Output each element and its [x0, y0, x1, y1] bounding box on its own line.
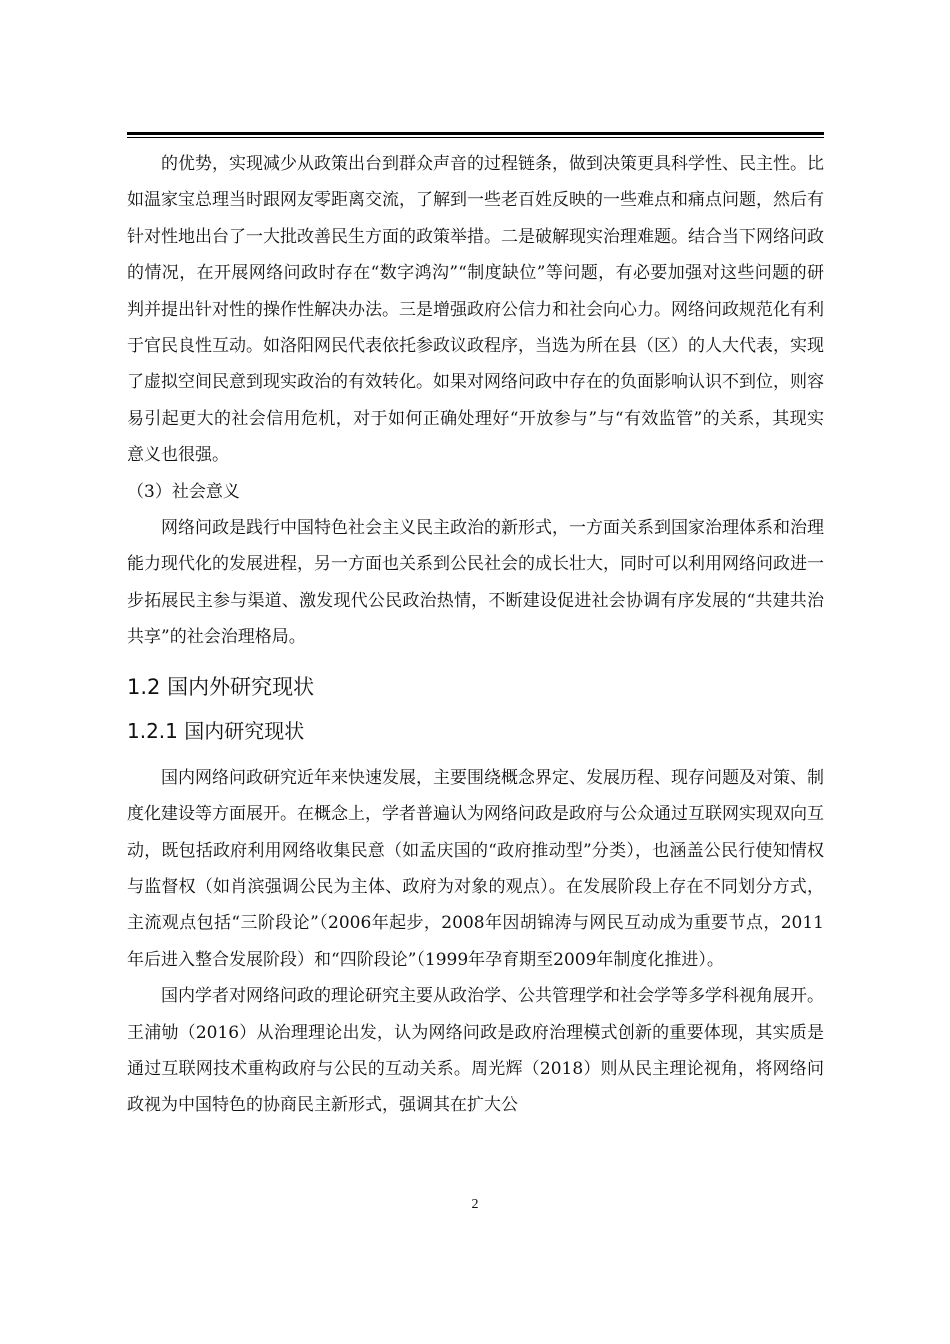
- section-heading-1-2: 1.2 国内外研究现状: [127, 674, 315, 699]
- subsection-label-social-significance: （3）社会意义: [127, 481, 240, 502]
- paragraph-social-significance: 网络问政是践行中国特色社会主义民主政治的新形式，一方面关系到国家治理体系和治理能力现代化的发展进程，另一方面也关系到公民社会的成长壮大，同时可以利用网络问政进一步拓展民主参与渠道、激发现代公民政治热情，不断建设促进社会协调有序发展的“共建共治共享”的社会治理格局。: [127, 518, 824, 648]
- paragraph-domestic-research: 国内网络问政研究近年来快速发展，主要围绕概念界定、发展历程、现存问题及对策、制度化建设等方面展开。在概念上，学者普遍认为网络问政是政府与公众通过互联网实现双向互动，既包括政府利用网络收集民意（如孟庆国的“政府推动型”分类），也涵盖公民行使知情权与监督权（如肖滨强调公民为主体、政府为对象的观点）。在发展阶段上存在不同划分方式，主流观点包括“三阶段论”（2006年起步，2008年因胡锦涛与网民互动成为重要节点，2011年后进入整合发展阶段）和“四阶段论”（1999年孕育期至2009年制度化推进）。: [127, 767, 824, 970]
- paragraph-continued: 的优势，实现减少从政策出台到群众声音的过程链条，做到决策更具科学性、民主性。比如温家宝总理当时跟网友零距离交流，了解到一些老百姓反映的一些难点和痛点问题，然后有针对性地出台了一大批改善民生方面的政策举措。二是破解现实治理难题。结合当下网络问政的情况，在开展网络问政时存在“数字鸿沟”“制度缺位”等问题，有必要加强对这些问题的研判并提出针对性的操作性解决办法。三是增强政府公信力和社会向心力。网络问政规范化有利于官民良性互动。如洛阳网民代表依托参政议政程序，当选为所在县（区）的人大代表，实现了虚拟空间民意到现实政治的有效转化。如果对网络问政中存在的负面影响认识不到位，则容易引起更大的社会信用危机，对于如何正确处理好“开放参与”与“有效监管”的关系，其现实意义也很强。: [127, 154, 824, 466]
- header-rule-thin: [127, 137, 824, 138]
- paragraph-theoretical-research: 国内学者对网络问政的理论研究主要从政治学、公共管理学和社会学等多学科视角展开。王浦劬（2016）从治理理论出发，认为网络问政是政府治理模式创新的重要体现，其实质是通过互联网技术重构政府与公民的互动关系。周光辉（2018）则从民主理论视角，将网络问政视为中国特色的协商民主新形式，强调其在扩大公: [127, 986, 824, 1116]
- page-number: 2: [471, 1197, 479, 1212]
- section-heading-1-2-1: 1.2.1 国内研究现状: [127, 718, 305, 743]
- header-rule-thick: [127, 132, 824, 135]
- document-body: [127, 146, 824, 1124]
